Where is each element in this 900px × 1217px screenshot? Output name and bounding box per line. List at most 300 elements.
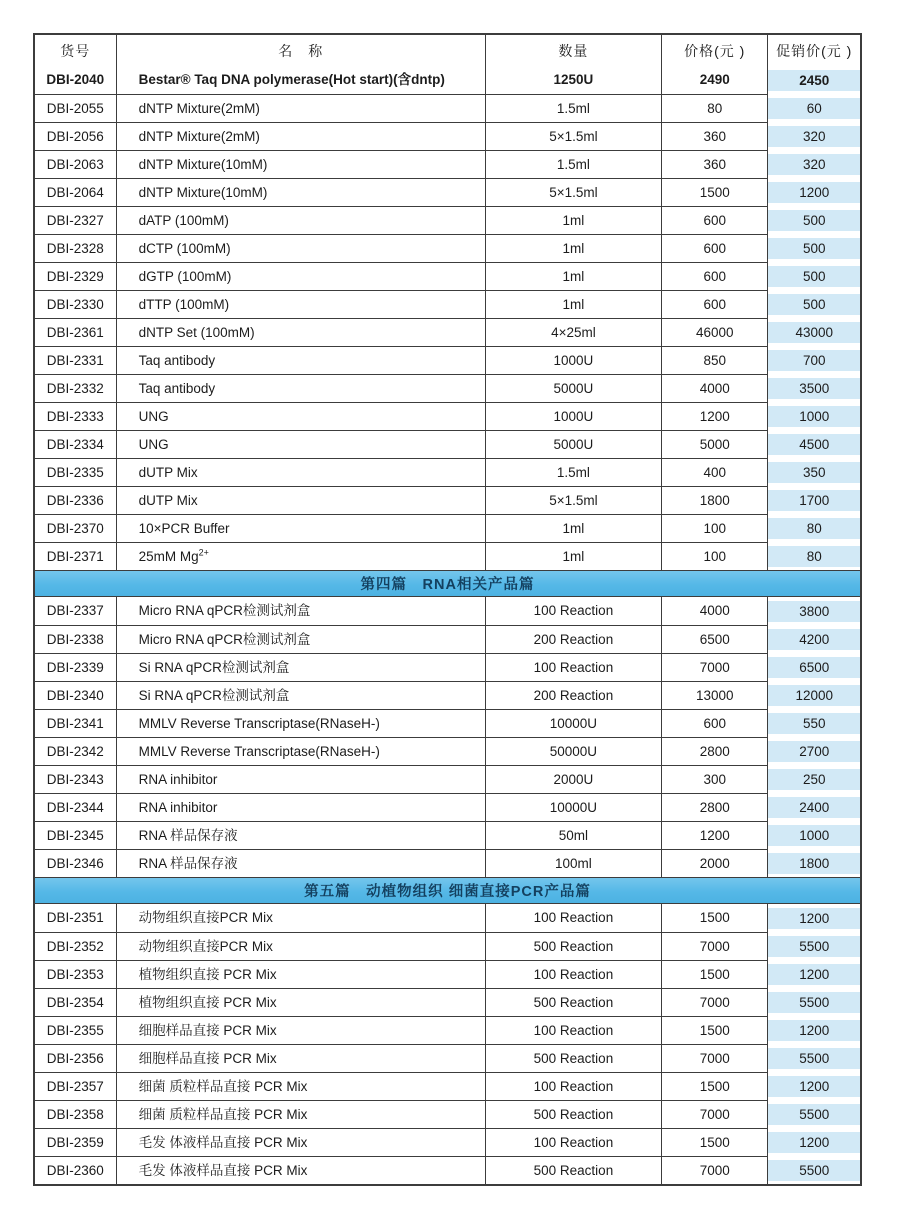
promo-price-highlight xyxy=(768,908,860,929)
table-row xyxy=(35,765,860,793)
table-row xyxy=(35,514,860,542)
cell-quantity xyxy=(486,765,662,793)
promo-price-text: 5500 xyxy=(799,1162,830,1178)
quantity-text: 100 Reaction xyxy=(533,659,614,675)
cell-name xyxy=(117,402,486,430)
column-header-quantity xyxy=(486,35,662,66)
cell-item-no xyxy=(35,821,117,849)
cell-promo-price xyxy=(768,1016,860,1044)
table-row xyxy=(35,793,860,821)
price-text: 7000 xyxy=(699,994,730,1010)
cell-quantity xyxy=(486,122,662,150)
cell-promo-price xyxy=(768,597,860,625)
cell-item-no xyxy=(35,597,117,625)
cell-price xyxy=(662,542,768,570)
table-row xyxy=(35,458,860,486)
promo-price-highlight xyxy=(768,1048,860,1069)
cell-quantity xyxy=(486,932,662,960)
table-row xyxy=(35,150,860,178)
product-name-text: dUTP Mix xyxy=(138,492,198,508)
cell-item-no xyxy=(35,793,117,821)
cell-name xyxy=(117,932,486,960)
price-text: 46000 xyxy=(695,324,734,340)
cell-price xyxy=(662,374,768,402)
cell-price xyxy=(662,234,768,262)
cell-quantity xyxy=(486,1128,662,1156)
product-name-text: Si RNA qPCR检测试剂盒 xyxy=(138,687,290,703)
quantity-text: 5000U xyxy=(553,380,594,396)
table-row xyxy=(35,346,860,374)
cell-name xyxy=(117,122,486,150)
promo-price-text: 1200 xyxy=(799,966,830,982)
cell-promo-price xyxy=(768,1128,860,1156)
item-no-text: DBI-2346 xyxy=(46,855,104,871)
item-no-text: DBI-2370 xyxy=(46,520,104,536)
cell-quantity xyxy=(486,514,662,542)
price-text: 1200 xyxy=(699,827,730,843)
product-name-text: 植物组织直接 PCR Mix xyxy=(138,994,277,1010)
cell-item-no xyxy=(35,988,117,1016)
cell-quantity xyxy=(486,402,662,430)
promo-price-highlight xyxy=(768,210,860,231)
cell-price xyxy=(662,1016,768,1044)
product-name-text: Micro RNA qPCR检测试剂盒 xyxy=(138,631,311,647)
price-text: 4000 xyxy=(699,380,730,396)
cell-quantity xyxy=(486,318,662,346)
table-row xyxy=(35,402,860,430)
cell-price xyxy=(662,681,768,709)
cell-quantity xyxy=(486,1072,662,1100)
item-no-text: DBI-2360 xyxy=(46,1162,104,1178)
cell-price xyxy=(662,262,768,290)
column-header-name xyxy=(117,35,486,66)
cell-name xyxy=(117,318,486,346)
cell-name xyxy=(117,904,486,932)
promo-price-highlight xyxy=(768,657,860,678)
promo-price-highlight xyxy=(768,853,860,874)
price-text: 1500 xyxy=(699,1134,730,1150)
product-name-text: dNTP Mixture(10mM) xyxy=(138,184,268,200)
item-no-text: DBI-2337 xyxy=(46,603,104,619)
product-name-text: Bestar® Taq DNA polymerase(Hot start)(含dntp) xyxy=(138,72,445,88)
price-text: 7000 xyxy=(699,1106,730,1122)
cell-item-no xyxy=(35,318,117,346)
column-header-price xyxy=(662,35,768,66)
cell-item-no xyxy=(35,290,117,318)
product-name-text: dTTP (100mM) xyxy=(138,296,230,312)
section-band-label: 第五篇 动植物组织 细菌直接PCR产品篇 xyxy=(304,884,591,900)
price-text: 2800 xyxy=(699,799,730,815)
cell-item-no xyxy=(35,1156,117,1184)
cell-item-no xyxy=(35,430,117,458)
promo-price-highlight xyxy=(768,797,860,818)
quantity-text: 1.5ml xyxy=(556,100,590,116)
cell-quantity xyxy=(486,597,662,625)
cell-promo-price xyxy=(768,1100,860,1128)
price-text: 6500 xyxy=(699,631,730,647)
cell-price xyxy=(662,1100,768,1128)
quantity-text: 10000U xyxy=(549,799,598,815)
cell-item-no xyxy=(35,681,117,709)
cell-item-no xyxy=(35,374,117,402)
promo-price-text: 12000 xyxy=(795,687,833,703)
cell-quantity xyxy=(486,849,662,877)
cell-name xyxy=(117,374,486,402)
product-name-text: Si RNA qPCR检测试剂盒 xyxy=(138,659,290,675)
cell-price xyxy=(662,1044,768,1072)
quantity-text: 1000U xyxy=(553,352,594,368)
quantity-text: 200 Reaction xyxy=(533,631,614,647)
cell-price xyxy=(662,960,768,988)
cell-name xyxy=(117,1016,486,1044)
cell-quantity xyxy=(486,960,662,988)
promo-price-text: 1200 xyxy=(799,910,830,926)
promo-price-highlight xyxy=(768,936,860,957)
table-row xyxy=(35,1100,860,1128)
cell-quantity xyxy=(486,346,662,374)
item-no-text: DBI-2359 xyxy=(46,1134,104,1150)
item-no-text: DBI-2064 xyxy=(46,184,104,200)
cell-item-no xyxy=(35,262,117,290)
quantity-text: 500 Reaction xyxy=(533,994,614,1010)
product-name-text: 细胞样品直接 PCR Mix xyxy=(138,1050,277,1066)
cell-quantity xyxy=(486,793,662,821)
table-row xyxy=(35,1016,860,1044)
cell-promo-price xyxy=(768,206,860,234)
table-row xyxy=(35,849,860,877)
promo-price-highlight xyxy=(768,1160,860,1181)
promo-price-text: 1200 xyxy=(799,1078,830,1094)
product-name-text: RNA 样品保存液 xyxy=(138,855,238,871)
cell-quantity xyxy=(486,486,662,514)
product-name-text: 10×PCR Buffer xyxy=(138,520,230,536)
price-text: 600 xyxy=(703,715,726,731)
product-name-text: 毛发 体液样品直接 PCR Mix xyxy=(138,1162,308,1178)
price-text: 1500 xyxy=(699,910,730,926)
item-no-text: DBI-2341 xyxy=(46,715,104,731)
cell-item-no xyxy=(35,1100,117,1128)
cell-promo-price xyxy=(768,793,860,821)
quantity-text: 500 Reaction xyxy=(533,938,614,954)
cell-price xyxy=(662,514,768,542)
cell-quantity xyxy=(486,458,662,486)
price-text: 360 xyxy=(703,128,726,144)
cell-price xyxy=(662,178,768,206)
promo-price-text: 43000 xyxy=(795,324,833,340)
cell-name xyxy=(117,653,486,681)
cell-price xyxy=(662,402,768,430)
column-header-item-no xyxy=(35,35,117,66)
cell-quantity xyxy=(486,290,662,318)
cell-quantity xyxy=(486,737,662,765)
promo-price-highlight xyxy=(768,825,860,846)
item-no-text: DBI-2339 xyxy=(46,659,104,675)
cell-quantity xyxy=(486,904,662,932)
cell-promo-price xyxy=(768,681,860,709)
price-text: 1800 xyxy=(699,492,730,508)
cell-promo-price xyxy=(768,765,860,793)
promo-price-text: 1000 xyxy=(799,408,830,424)
promo-price-text: 1200 xyxy=(799,184,830,200)
item-no-text: DBI-2327 xyxy=(46,212,104,228)
promo-price-text: 700 xyxy=(802,352,826,368)
cell-price xyxy=(662,904,768,932)
promo-price-highlight xyxy=(768,238,860,259)
quantity-text: 5×1.5ml xyxy=(549,128,598,144)
cell-promo-price xyxy=(768,346,860,374)
promo-price-highlight xyxy=(768,350,860,371)
promo-price-highlight xyxy=(768,1076,860,1097)
cell-price xyxy=(662,1128,768,1156)
price-text: 2000 xyxy=(699,855,730,871)
cell-item-no xyxy=(35,346,117,374)
product-name-text: dNTP Set (100mM) xyxy=(138,324,255,340)
price-text: 400 xyxy=(703,464,726,480)
cell-name xyxy=(117,262,486,290)
item-no-text: DBI-2336 xyxy=(46,492,104,508)
product-name-text: RNA 样品保存液 xyxy=(138,827,238,843)
cell-price xyxy=(662,290,768,318)
table-row xyxy=(35,821,860,849)
item-no-text: DBI-2355 xyxy=(46,1022,104,1038)
cell-item-no xyxy=(35,1072,117,1100)
promo-price-text: 60 xyxy=(806,100,822,116)
product-name-text: Taq antibody xyxy=(138,380,216,396)
promo-price-text: 5500 xyxy=(799,1050,830,1066)
product-name-text: 细菌 质粒样品直接 PCR Mix xyxy=(138,1106,308,1122)
item-no-text: DBI-2343 xyxy=(46,771,104,787)
product-name-text: 25mM $Mg^{2+}$ xyxy=(138,547,209,564)
cell-quantity xyxy=(486,94,662,122)
product-name-text: dUTP Mix xyxy=(138,464,198,480)
cell-name xyxy=(117,94,486,122)
cell-quantity xyxy=(486,150,662,178)
table-row xyxy=(35,66,860,94)
promo-price-highlight xyxy=(768,1104,860,1125)
price-text: 850 xyxy=(703,352,726,368)
cell-quantity xyxy=(486,1100,662,1128)
table-row xyxy=(35,542,860,570)
item-no-text: DBI-2356 xyxy=(46,1050,104,1066)
item-no-text: DBI-2329 xyxy=(46,268,104,284)
cell-name xyxy=(117,430,486,458)
cell-quantity xyxy=(486,821,662,849)
promo-price-text: 4500 xyxy=(799,436,830,452)
price-text: 600 xyxy=(703,268,726,284)
table-row xyxy=(35,430,860,458)
cell-quantity xyxy=(486,430,662,458)
cell-item-no xyxy=(35,849,117,877)
cell-price xyxy=(662,122,768,150)
price-text: 7000 xyxy=(699,938,730,954)
table-row xyxy=(35,94,860,122)
quantity-text: 500 Reaction xyxy=(533,1162,614,1178)
cell-price xyxy=(662,1156,768,1184)
cell-price xyxy=(662,486,768,514)
cell-promo-price xyxy=(768,821,860,849)
quantity-text: 200 Reaction xyxy=(533,687,614,703)
product-name-text: 植物组织直接 PCR Mix xyxy=(138,966,277,982)
promo-price-text: 500 xyxy=(802,240,826,256)
price-text: 1500 xyxy=(699,184,730,200)
price-text: 600 xyxy=(703,240,726,256)
cell-promo-price xyxy=(768,653,860,681)
promo-price-text: 1200 xyxy=(799,1022,830,1038)
price-text: 7000 xyxy=(699,1050,730,1066)
cell-name xyxy=(117,821,486,849)
cell-price xyxy=(662,318,768,346)
cell-name xyxy=(117,793,486,821)
cell-quantity xyxy=(486,709,662,737)
promo-price-highlight xyxy=(768,126,860,147)
cell-quantity xyxy=(486,1156,662,1184)
cell-price xyxy=(662,849,768,877)
promo-price-text: 3800 xyxy=(799,603,830,619)
cell-name xyxy=(117,625,486,653)
cell-name xyxy=(117,765,486,793)
quantity-text: 100 Reaction xyxy=(533,1078,614,1094)
table-row xyxy=(35,1044,860,1072)
promo-price-highlight xyxy=(768,964,860,985)
cell-price xyxy=(662,150,768,178)
promo-price-text: 2450 xyxy=(799,72,830,88)
cell-name xyxy=(117,458,486,486)
column-header-label: 价格(元 ) xyxy=(684,42,746,59)
item-no-text: DBI-2333 xyxy=(46,408,104,424)
cell-name xyxy=(117,681,486,709)
promo-price-highlight xyxy=(768,70,860,91)
product-name-text: dNTP Mixture(2mM) xyxy=(138,128,260,144)
product-name-text: 动物组织直接PCR Mix xyxy=(138,938,273,954)
cell-promo-price xyxy=(768,1156,860,1184)
cell-name xyxy=(117,290,486,318)
cell-price xyxy=(662,66,768,94)
item-no-text: DBI-2332 xyxy=(46,380,104,396)
table-row xyxy=(35,178,860,206)
product-name-text: Micro RNA qPCR检测试剂盒 xyxy=(138,603,311,619)
cell-price xyxy=(662,458,768,486)
cell-quantity xyxy=(486,234,662,262)
price-text: 100 xyxy=(703,548,726,564)
cell-item-no xyxy=(35,150,117,178)
cell-item-no xyxy=(35,932,117,960)
promo-price-text: 1200 xyxy=(799,1134,830,1150)
cell-name xyxy=(117,150,486,178)
cell-price xyxy=(662,1072,768,1100)
promo-price-text: 6500 xyxy=(799,659,830,675)
item-no-text: DBI-2040 xyxy=(46,72,105,88)
item-no-text: DBI-2344 xyxy=(46,799,104,815)
promo-price-text: 2700 xyxy=(799,743,830,759)
cell-name xyxy=(117,960,486,988)
quantity-text: 1.5ml xyxy=(556,156,590,172)
column-header-label: 数量 xyxy=(558,42,589,59)
price-text: 4000 xyxy=(699,603,730,619)
promo-price-highlight xyxy=(768,322,860,343)
cell-name xyxy=(117,206,486,234)
table-row xyxy=(35,653,860,681)
promo-price-text: 1700 xyxy=(799,492,830,508)
product-name-text: 细胞样品直接 PCR Mix xyxy=(138,1022,277,1038)
superscript: 2+ xyxy=(198,547,209,558)
table-row xyxy=(35,374,860,402)
promo-price-text: 500 xyxy=(802,212,826,228)
cell-item-no xyxy=(35,234,117,262)
cell-promo-price xyxy=(768,178,860,206)
cell-item-no xyxy=(35,122,117,150)
item-no-text: DBI-2063 xyxy=(46,156,104,172)
price-table xyxy=(33,33,862,1186)
item-no-text: DBI-2354 xyxy=(46,994,104,1010)
cell-price xyxy=(662,793,768,821)
quantity-text: 1ml xyxy=(562,548,585,564)
product-name-text: dCTP (100mM) xyxy=(138,240,231,256)
price-text: 5000 xyxy=(699,436,730,452)
item-no-text: DBI-2335 xyxy=(46,464,104,480)
cell-item-no xyxy=(35,402,117,430)
cell-promo-price xyxy=(768,122,860,150)
cell-price xyxy=(662,709,768,737)
promo-price-highlight xyxy=(768,182,860,203)
table-row xyxy=(35,960,860,988)
cell-promo-price xyxy=(768,1072,860,1100)
promo-price-text: 3500 xyxy=(799,380,830,396)
quantity-text: 10000U xyxy=(549,715,598,731)
cell-promo-price xyxy=(768,625,860,653)
promo-price-highlight xyxy=(768,713,860,734)
cell-price xyxy=(662,765,768,793)
table-row xyxy=(35,290,860,318)
cell-price xyxy=(662,932,768,960)
cell-promo-price xyxy=(768,94,860,122)
cell-price xyxy=(662,597,768,625)
promo-price-text: 350 xyxy=(802,464,826,480)
column-header-label: 促销价(元 ) xyxy=(776,42,853,59)
cell-item-no xyxy=(35,709,117,737)
quantity-text: 1000U xyxy=(553,408,594,424)
table-row xyxy=(35,206,860,234)
cell-promo-price xyxy=(768,486,860,514)
cell-price xyxy=(662,346,768,374)
cell-promo-price xyxy=(768,514,860,542)
cell-name xyxy=(117,514,486,542)
cell-name xyxy=(117,597,486,625)
cell-price xyxy=(662,430,768,458)
promo-price-text: 80 xyxy=(806,520,822,536)
promo-price-highlight xyxy=(768,601,860,622)
promo-price-text: 5500 xyxy=(799,994,830,1010)
table-row xyxy=(35,709,860,737)
promo-price-highlight xyxy=(768,406,860,427)
cell-item-no xyxy=(35,737,117,765)
item-no-text: DBI-2340 xyxy=(46,687,104,703)
cell-quantity xyxy=(486,262,662,290)
cell-promo-price xyxy=(768,318,860,346)
promo-price-text: 1000 xyxy=(799,827,830,843)
cell-quantity xyxy=(486,542,662,570)
column-header-promo-price xyxy=(768,35,860,66)
cell-promo-price xyxy=(768,458,860,486)
cell-name xyxy=(117,737,486,765)
cell-name xyxy=(117,542,486,570)
cell-promo-price xyxy=(768,66,860,94)
cell-quantity xyxy=(486,625,662,653)
item-no-text: DBI-2331 xyxy=(46,352,104,368)
product-name-text: 毛发 体液样品直接 PCR Mix xyxy=(138,1134,308,1150)
quantity-text: 1ml xyxy=(562,212,585,228)
cell-item-no xyxy=(35,94,117,122)
item-no-text: DBI-2334 xyxy=(46,436,104,452)
